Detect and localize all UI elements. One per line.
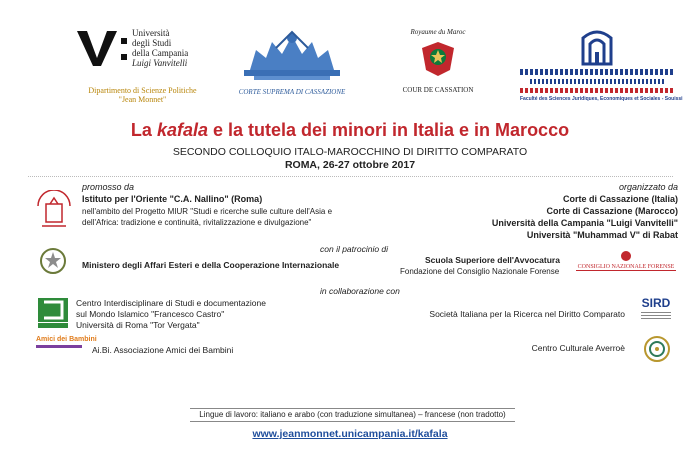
univ-line3: della Campania bbox=[132, 48, 189, 58]
rabat-arch-icon bbox=[577, 28, 617, 66]
nallino-seal-icon bbox=[34, 190, 74, 230]
sird-subtext-bar bbox=[641, 312, 671, 320]
averroe-logo bbox=[642, 334, 672, 364]
vanvitelli-logo bbox=[75, 28, 210, 103]
cour-label: COUR DE CASSATION bbox=[402, 86, 474, 94]
corte-suprema-logo bbox=[236, 28, 348, 100]
tor-vergata-logo bbox=[36, 296, 70, 330]
amici-logo-bar bbox=[36, 345, 82, 348]
collaborazione-label: in collaborazione con bbox=[320, 286, 400, 296]
amici-bambini-logo bbox=[36, 336, 97, 358]
centro-line3: Università di Roma "Tor Vergata" bbox=[76, 320, 200, 330]
centro-line2: sul Mondo Islamico "Francesco Castro" bbox=[76, 309, 225, 319]
cour-cassation-logo bbox=[388, 28, 488, 100]
averroe-seal-icon bbox=[642, 334, 672, 364]
corte-suprema-label: CORTE SUPREMA DI CASSAZIONE bbox=[238, 88, 346, 96]
website-link[interactable]: www.jeanmonnet.unicampania.it/kafala bbox=[252, 428, 448, 440]
rabat-logo bbox=[520, 28, 683, 108]
italy-emblem-icon bbox=[38, 246, 68, 276]
dept-jm: "Jean Monnet" bbox=[118, 95, 167, 104]
cnf-label: CONSIGLIO NAZIONALE FORENSE bbox=[577, 264, 675, 270]
royaume-label: Royaume du Maroc bbox=[410, 28, 466, 36]
aibi-name: Ai.Bi. Associazione Amici dei Bambini bbox=[92, 345, 234, 355]
v-colon-icon bbox=[75, 28, 130, 68]
dept-name: Dipartimento di Scienze Politiche bbox=[88, 86, 197, 95]
divider-top bbox=[28, 176, 673, 177]
sird-logo bbox=[636, 296, 676, 326]
lingue-box: Lingue di lavoro: italiano e arabo (con traduzione simultanea) – francese (non tradotto) bbox=[190, 408, 515, 422]
org-item-4: Università "Muhammad V" di Rabat bbox=[526, 230, 678, 240]
ministero-name: Ministero degli Affari Esteri e della Cooperazione Internazionale bbox=[82, 260, 340, 270]
org-item-2: Corte di Cassazione (Marocco) bbox=[546, 206, 678, 216]
event-dates: ROMA, 26-27 ottobre 2017 bbox=[284, 159, 416, 171]
miur-desc1: nell'ambito del Progetto MIUR "Studi e ricerche sulle culture dell'Asia e bbox=[82, 207, 333, 216]
cnf-logo bbox=[576, 250, 676, 275]
miur-desc2: dell'Africa: tradizione e continuità, rivitalizzazione e divulgazione" bbox=[82, 218, 312, 227]
univ-line4: Luigi Vanvitelli bbox=[132, 58, 188, 68]
centro-line1: Centro Interdisciplinare di Studi e documentazione bbox=[76, 298, 266, 308]
amici-logo-text: Amici dei Bambini bbox=[36, 336, 97, 343]
fondazione-name: Fondazione del Consiglio Nazionale Forense bbox=[400, 267, 560, 276]
quadriga-icon bbox=[236, 28, 348, 88]
nallino-name: Istituto per l'Oriente "C.A. Nallino" (Roma) bbox=[82, 194, 263, 204]
univ-line1: Università bbox=[132, 28, 170, 38]
title-prefix: La bbox=[130, 120, 157, 140]
arabic-fac-bar bbox=[520, 88, 675, 93]
sird-logo-text: SIRD bbox=[641, 296, 671, 310]
promosso-label: promosso da bbox=[82, 182, 135, 192]
sirb-name: Società Italiana per la Ricerca nel Diritto Comparato bbox=[429, 309, 625, 319]
org-item-1: Corte di Cassazione (Italia) bbox=[562, 194, 678, 204]
cnf-emblem-icon bbox=[619, 250, 633, 262]
nallino-logo bbox=[34, 190, 74, 230]
org-item-3: Università della Campania "Luigi Vanvitelli" bbox=[491, 218, 678, 228]
scuola-name: Scuola Superiore dell'Avvocatura bbox=[425, 255, 560, 265]
page-title bbox=[0, 120, 700, 141]
italy-emblem-logo bbox=[38, 246, 68, 276]
tor-vergata-icon bbox=[36, 296, 70, 330]
arabic-name-bar bbox=[520, 69, 675, 75]
title-suffix: e la tutela dei minori in Italia e in Marocco bbox=[207, 120, 570, 140]
arabic-univ-bar bbox=[530, 79, 665, 84]
organizzato-label: organizzato da bbox=[618, 182, 678, 192]
subtitle: SECONDO COLLOQUIO ITALO-MAROCCHINO DI DIRITTO COMPARATO bbox=[172, 146, 528, 158]
coat-of-arms-icon bbox=[418, 40, 458, 78]
univ-line2: degli Studi bbox=[132, 38, 172, 48]
patrocinio-label: con il patrocinio di bbox=[320, 244, 389, 254]
title-kafala: kafala bbox=[156, 120, 208, 140]
averroe-name: Centro Culturale Averroè bbox=[531, 343, 625, 353]
faculte-label: Faculté des Sciences Juridiques, Economiques et Sociales - Souissi bbox=[520, 96, 683, 102]
